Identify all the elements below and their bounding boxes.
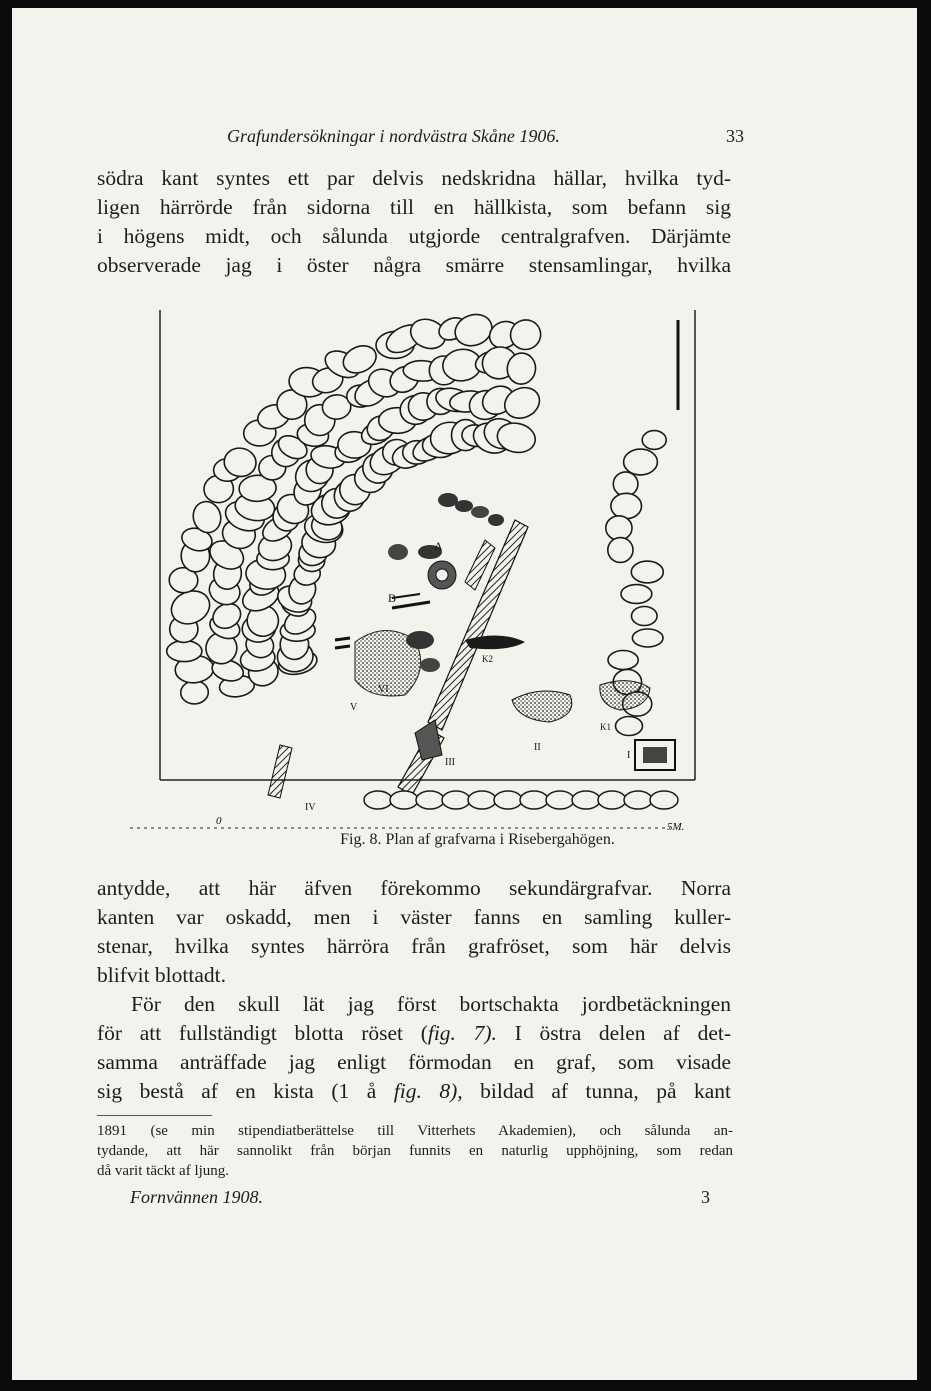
footnote-rule xyxy=(97,1115,212,1116)
cobblestone xyxy=(632,629,663,647)
footnote-line: då varit täckt af ljung. xyxy=(97,1163,230,1179)
text-line: sig bestå af en kista (1 å fig. 8), bildad af tunna, på kant xyxy=(97,1079,731,1103)
cobblestone xyxy=(608,651,638,670)
cobblestone xyxy=(546,791,574,809)
running-title: Grafundersökningar i nordvästra Skåne 1906. xyxy=(227,126,560,146)
page-number: 33 xyxy=(726,126,744,146)
label-iv: IV xyxy=(305,802,316,813)
text-line: blifvit blottadt. xyxy=(97,963,226,987)
cobblestone xyxy=(572,791,600,809)
text-line: observerade jag i öster några smärre stensamlingar, hvilka xyxy=(97,253,731,277)
cobblestone xyxy=(180,680,209,704)
book-page xyxy=(12,8,917,1380)
bottom-stone-row xyxy=(364,791,678,809)
cobblestone xyxy=(364,791,392,809)
cobblestone xyxy=(442,791,470,809)
label-a: A xyxy=(434,539,443,553)
label-k1: K1 xyxy=(600,722,611,732)
cobblestone xyxy=(390,791,418,809)
label-v: V xyxy=(350,702,358,713)
figure-caption: Fig. 8. Plan af grafvarna i Risebergahögen. xyxy=(340,831,615,848)
journal-name: Fornvännen 1908. xyxy=(130,1187,263,1207)
text-line: i högens midt, och sålunda utgjorde centralgrafven. Därjämte xyxy=(97,224,731,248)
text-line: ligen härrörde från sidorna till en hällkista, som befann sig xyxy=(97,195,731,219)
cobblestone xyxy=(451,309,497,351)
cobblestone xyxy=(611,493,642,518)
scale-start: 0 xyxy=(216,815,222,827)
cobblestone xyxy=(167,641,202,662)
cobblestone xyxy=(631,561,663,583)
cobblestone xyxy=(416,791,444,809)
cobblestone xyxy=(621,585,652,604)
footnote-line: tydande, att här sannolikt från början funnits en naturlig upphöjning, som redan xyxy=(97,1143,733,1159)
cobblestone xyxy=(642,431,666,450)
paragraph-3 xyxy=(97,990,731,1106)
footnote-line: 1891 (se min stipendiatberättelse till Vitterhets Akademien), och sålunda an- xyxy=(97,1123,733,1139)
text-line: södra kant syntes ett par delvis nedskridna hällar, hvilka tyd- xyxy=(97,166,731,190)
figure-reference: fig. 8), xyxy=(393,1079,463,1103)
text-line: samma anträffade jag enligt förmodan en graf, som visade xyxy=(97,1050,731,1074)
cobblestone xyxy=(506,315,545,354)
paragraph-1 xyxy=(97,164,731,280)
label-vi: VI xyxy=(378,684,389,695)
grave-plan-figure xyxy=(130,290,705,830)
grave-v-deposit xyxy=(355,630,440,696)
cobblestone xyxy=(624,449,658,475)
cobblestone xyxy=(632,607,658,626)
cobblestone xyxy=(624,791,652,809)
sheet-number: 3 xyxy=(701,1187,710,1207)
cobblestone xyxy=(494,791,522,809)
running-header xyxy=(227,126,744,147)
cobblestone xyxy=(608,538,633,563)
footnote xyxy=(97,1121,733,1181)
label-iii: III xyxy=(445,757,455,768)
text-line: stenar, hvilka syntes härröra från grafröset, som här delvis xyxy=(97,934,731,958)
text-line: För den skull lät jag först bortschakta jordbetäckningen xyxy=(131,992,731,1016)
paragraph-2 xyxy=(97,874,731,990)
sheet-signature xyxy=(130,1187,710,1208)
cobblestone xyxy=(606,516,632,540)
scale-end: 5M. xyxy=(667,821,685,830)
text-line: för att fullständigt blotta röset (fig. 7). I östra delen af det- xyxy=(97,1021,731,1045)
cobblestone xyxy=(598,791,626,809)
figure-reference: fig. 7). xyxy=(427,1021,497,1045)
label-b: B xyxy=(388,591,397,605)
label-i: I xyxy=(627,750,631,761)
text-line: kanten var oskadd, men i väster fanns en samling kuller- xyxy=(97,905,731,929)
cobblestone xyxy=(616,717,643,736)
scale-bar xyxy=(130,815,684,830)
text-line: antydde, att här äfven förekommo sekundärgrafvar. Norra xyxy=(97,876,731,900)
label-k2: K2 xyxy=(482,654,493,664)
label-ii: II xyxy=(534,742,541,753)
cobblestone xyxy=(650,791,678,809)
grave-ii-deposit xyxy=(512,691,572,722)
cobblestone xyxy=(468,791,496,809)
cobblestone xyxy=(613,472,638,496)
cobblestone xyxy=(520,791,548,809)
